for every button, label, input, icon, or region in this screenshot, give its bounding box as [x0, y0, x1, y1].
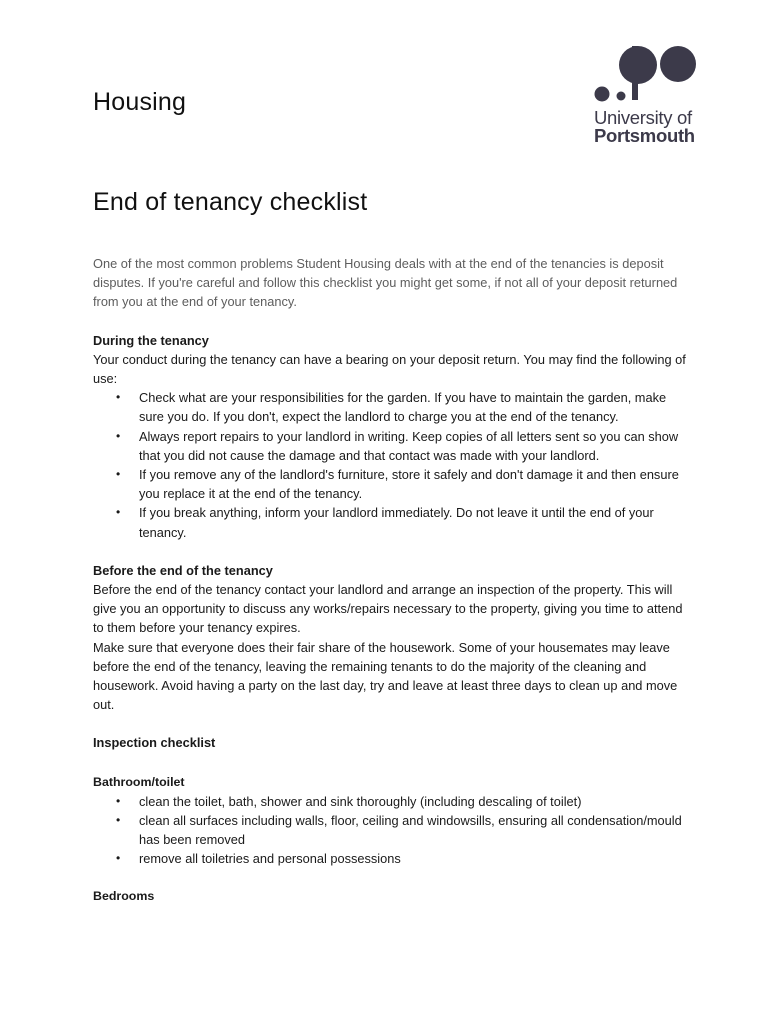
- before-end-heading: Before the end of the tenancy: [93, 562, 273, 578]
- logo-text-university: University of: [594, 107, 692, 128]
- logo-mark-icon: [590, 42, 725, 107]
- document-body: [93, 254, 693, 906]
- inspection-checklist-heading: Inspection checklist: [93, 735, 216, 751]
- list-item-text: Always report repairs to your landlord in writing. Keep copies of all letters sent so you can show that you did not cause the damage and that contact was made with your landlord.: [139, 428, 679, 463]
- bullet-icon: •: [116, 813, 121, 828]
- bullet-icon: •: [116, 505, 121, 520]
- list-item-text: clean the toilet, bath, shower and sink thoroughly (including descaling of toilet): [139, 793, 582, 809]
- bullet-icon: •: [116, 793, 121, 808]
- list-item: [93, 849, 693, 868]
- list-item-text: If you break anything, inform your landlord immediately. Do not leave it until the end of your tenancy.: [139, 505, 654, 540]
- list-item: [93, 811, 693, 849]
- during-tenancy-list: [93, 388, 693, 542]
- bullet-icon: •: [116, 428, 121, 443]
- list-item: [93, 792, 693, 811]
- intro-paragraph: One of the most common problems Student Housing deals with at the end of the tenancies is deposit disputes. If you're careful and follow this checklist you might get some, if not all of your deposit returned from you at the end of your tenancy.: [93, 256, 678, 310]
- logo-text-portsmouth: Portsmouth: [594, 125, 695, 146]
- bathroom-heading: Bathroom/toilet: [93, 774, 185, 789]
- list-item: [93, 465, 693, 503]
- bullet-icon: •: [116, 851, 121, 866]
- list-item-text: clean all surfaces including walls, floor, ceiling and windowsills, ensuring all condensation/mould has been removed: [139, 813, 682, 848]
- list-item: [93, 503, 693, 541]
- document-title: End of tenancy checklist: [93, 188, 368, 216]
- bathroom-list: [93, 792, 693, 869]
- section-title-housing: Housing: [93, 88, 187, 116]
- list-item-text: Check what are your responsibilities for the garden. If you have to maintain the garden, make sure you do. If you don't, expect the landlord to charge you at the end of the tenancy.: [139, 390, 667, 425]
- university-logo: [590, 42, 725, 147]
- bullet-icon: •: [116, 467, 121, 482]
- list-item-text: remove all toiletries and personal possessions: [139, 851, 401, 867]
- during-tenancy-text: Your conduct during the tenancy can have a bearing on your deposit return. You may find the following of use:: [93, 351, 686, 387]
- before-end-text-2: Make sure that everyone does their fair share of the housework. Some of your housemates may leave before the end of the tenancy, leaving the remaining tenants to do the majority of the cleaning and housework. Avoid having a party on the last day, try and leave at least three days to clean up and move out.: [93, 639, 678, 713]
- bullet-icon: •: [116, 390, 121, 405]
- list-item-text: If you remove any of the landlord's furniture, store it safely and don't damage it and then ensure you replace it at the end of the tenancy.: [139, 467, 679, 502]
- during-tenancy-heading: During the tenancy: [93, 332, 209, 348]
- list-item: [93, 388, 693, 426]
- bedrooms-heading: Bedrooms: [93, 888, 155, 903]
- before-end-text-1: Before the end of the tenancy contact your landlord and arrange an inspection of the property. This will give you an opportunity to discuss any works/repairs necessary to the property, giving you time to attend to them before your tenancy expires.: [93, 582, 683, 636]
- list-item: [93, 427, 693, 465]
